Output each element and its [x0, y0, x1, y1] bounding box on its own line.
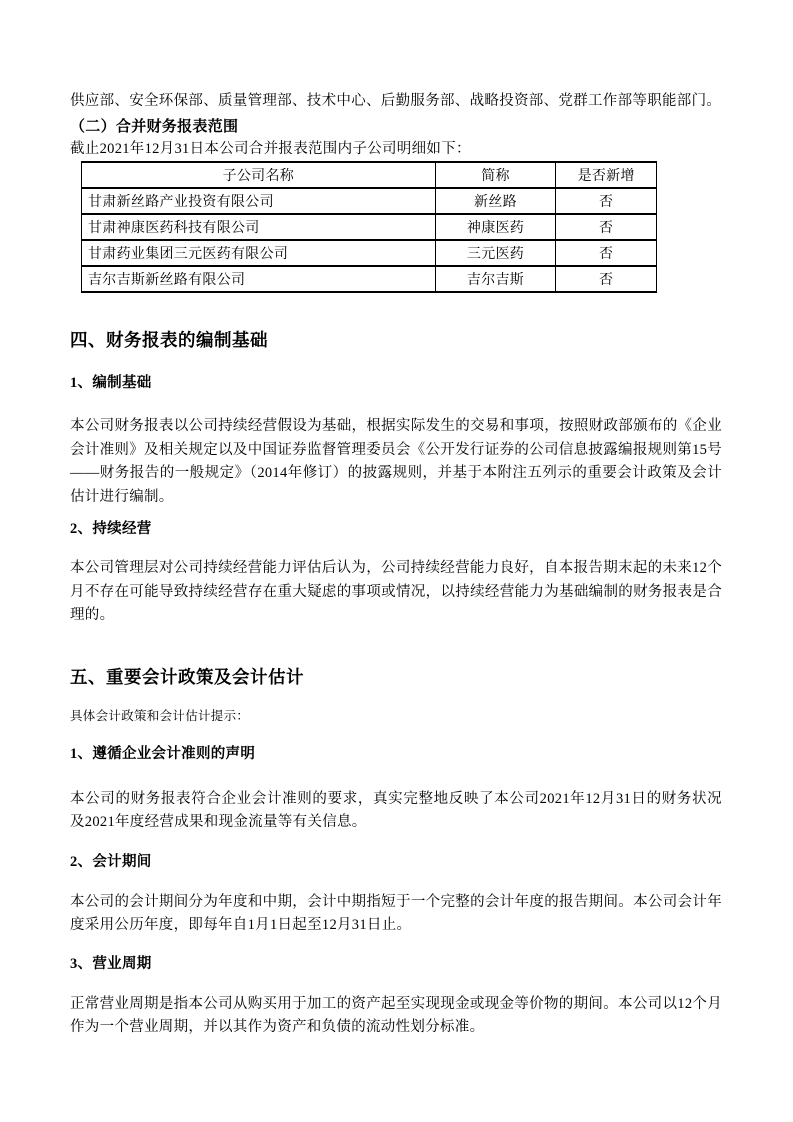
table-header-row: [82, 162, 657, 188]
table-header-cell: 简称: [435, 162, 556, 188]
table-cell: 甘肃神康医药科技有限公司: [82, 214, 436, 240]
section4-sub2-heading: 2、持续经营: [70, 521, 152, 537]
subsidiaries-table: [81, 161, 657, 293]
scope-section-heading: （二）合并财务报表范围: [70, 119, 239, 135]
section4-sub2-paragraph: 本公司管理层对公司持续经营能力评估后认为，公司持续经营能力良好，自本报告期末起的未来12个月不存在可能导致持续经营存在重大疑虑的事项或情况，以持续经营能力为基础编制的财务报表是合理的。: [70, 560, 722, 623]
table-cell: 吉尔吉斯新丝路有限公司: [82, 266, 436, 292]
section4-sub1-heading: 1、编制基础: [70, 375, 152, 391]
section5-sub1-heading: 1、遵循企业会计准则的声明: [70, 745, 256, 762]
section5-sub2-heading: 2、会计期间: [70, 853, 152, 870]
section4-heading: 四、财务报表的编制基础: [70, 330, 268, 350]
table-cell: 甘肃药业集团三元医药有限公司: [82, 240, 436, 266]
table-cell: 新丝路: [435, 188, 556, 214]
section5-sub1-paragraph: 本公司的财务报表符合企业会计准则的要求，真实完整地反映了本公司2021年12月31日的财务状况及2021年度经营成果和现金流量等有关信息。: [70, 790, 722, 830]
section5-sub3-paragraph: 正常营业周期是指本公司从购买用于加工的资产起至实现现金或现金等价物的期间。本公司以12个月作为一个营业周期，并以其作为资产和负债的流动性划分标准。: [70, 995, 722, 1035]
table-cell: 否: [556, 214, 657, 240]
table-cell: 否: [556, 266, 657, 292]
table-cell: 神康医药: [435, 214, 556, 240]
section5-sub2-paragraph: 本公司的会计期间分为年度和中期，会计中期指短于一个完整的会计年度的报告期间。本公司会计年度采用公历年度，即每年自1月1日起至12月31日止。: [70, 893, 722, 933]
table-cell: 甘肃新丝路产业投资有限公司: [82, 188, 436, 214]
table-cell: 吉尔吉斯: [435, 266, 556, 292]
table-cell: 否: [556, 240, 657, 266]
section5-heading: 五、重要会计政策及会计估计: [70, 666, 304, 687]
intro-paragraph: 供应部、安全环保部、质量管理部、技术中心、后勤服务部、战略投资部、党群工作部等职能部门。: [70, 93, 722, 109]
table-cell: 三元医药: [435, 240, 556, 266]
table-row: [82, 240, 657, 266]
section4-sub1-paragraph: 本公司财务报表以公司持续经营假设为基础，根据实际发生的交易和事项，按照财政部颁布的《企业会计准则》及相关规定以及中国证券监督管理委员会《公开发行证券的公司信息披露编报规则第15号——财务报告的一般规定》（2014年修订）的披露规则，并基于本附注五列示的重要会计政策及会计估计进行编制。: [70, 418, 722, 505]
subsidiaries-table-body: [82, 188, 657, 292]
table-cell: 否: [556, 188, 657, 214]
section5-sub3-heading: 3、营业周期: [70, 955, 152, 972]
table-header-cell: 子公司名称: [82, 162, 436, 188]
table-row: [82, 266, 657, 292]
table-row: [82, 214, 657, 240]
table-header-cell: 是否新增: [556, 162, 657, 188]
table-row: [82, 188, 657, 214]
section5-note: 具体会计政策和会计估计提示：: [70, 708, 250, 723]
scope-intro-text: 截止2021年12月31日本公司合并报表范围内子公司明细如下：: [70, 141, 471, 157]
